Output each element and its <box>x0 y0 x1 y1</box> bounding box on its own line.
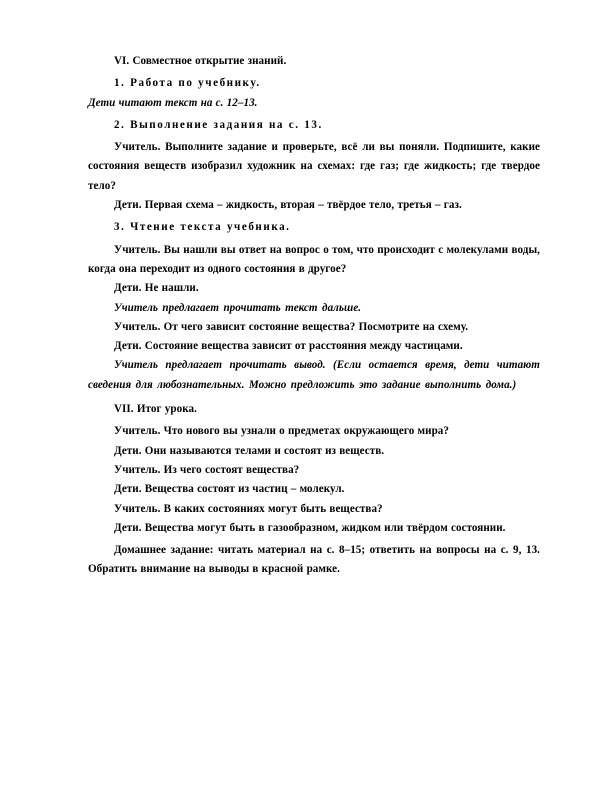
dialogue-teacher-1: Учитель. Выполните задание и проверьте, всё ли вы поняли. Подпишите, какие состояния веществ изобразил художник на схемах: где газ; где жидкость; где твердое тело? <box>88 141 540 192</box>
dialogue-teacher-2: Учитель. Вы нашли вы ответ на вопрос о том, что происходит с молекулами воды, когда она переходит из одного состояния в другое? <box>88 243 540 275</box>
dialogue-children-6: Дети. Вещества могут быть в газообразном, жидком или твёрдом состоянии. <box>114 521 506 534</box>
dialogue-children-1: Дети. Первая схема – жидкость, вторая – твёрдое тело, третья – газ. <box>114 199 462 212</box>
dialogue-teacher-3: Учитель. От чего зависит состояние вещества? Посмотрите на схему. <box>114 320 469 333</box>
section-heading-7: VII. Итог урока. <box>114 403 197 416</box>
subsection-heading-2: 2. Выполнение задания на с. 13. <box>114 118 323 131</box>
dialogue-children-4: Дети. Они называются телами и состоят из веществ. <box>114 444 385 457</box>
stage-direction-read-textbook: Дети читают текст на с. 12–13. <box>88 96 258 109</box>
dialogue-children-5: Дети. Вещества состоят из частиц – молекул. <box>114 483 345 496</box>
homework-assignment: Домашнее задание: читать материал на с. 8–15; ответить на вопросы на с. 9, 13. Обратить внимание на выводы в красной рамке. <box>88 544 540 576</box>
subsection-heading-3: 3. Чтение текста учебника. <box>114 221 291 234</box>
subsection-heading-1: 1. Работа по учебнику. <box>114 77 261 90</box>
stage-direction-read-further: Учитель предлагает прочитать текст дальше. <box>114 301 362 314</box>
document-text-body <box>88 52 540 580</box>
dialogue-teacher-6: Учитель. В каких состояниях могут быть вещества? <box>114 502 383 515</box>
section-heading-6: VI. Совместное открытие знаний. <box>114 55 287 67</box>
dialogue-children-3: Дети. Состояние вещества зависит от расстояния между частицами. <box>114 340 463 353</box>
dialogue-children-2: Дети. Не нашли. <box>114 282 199 295</box>
dialogue-teacher-5: Учитель. Из чего состоят вещества? <box>114 463 300 476</box>
stage-direction-read-conclusion: Учитель предлагает прочитать вывод. (Если остается время, дети читают сведения для любознательных. Можно предложить это задание выполнить дома.) <box>88 359 540 391</box>
dialogue-teacher-4: Учитель. Что нового вы узнали о предметах окружающего мира? <box>114 425 449 438</box>
